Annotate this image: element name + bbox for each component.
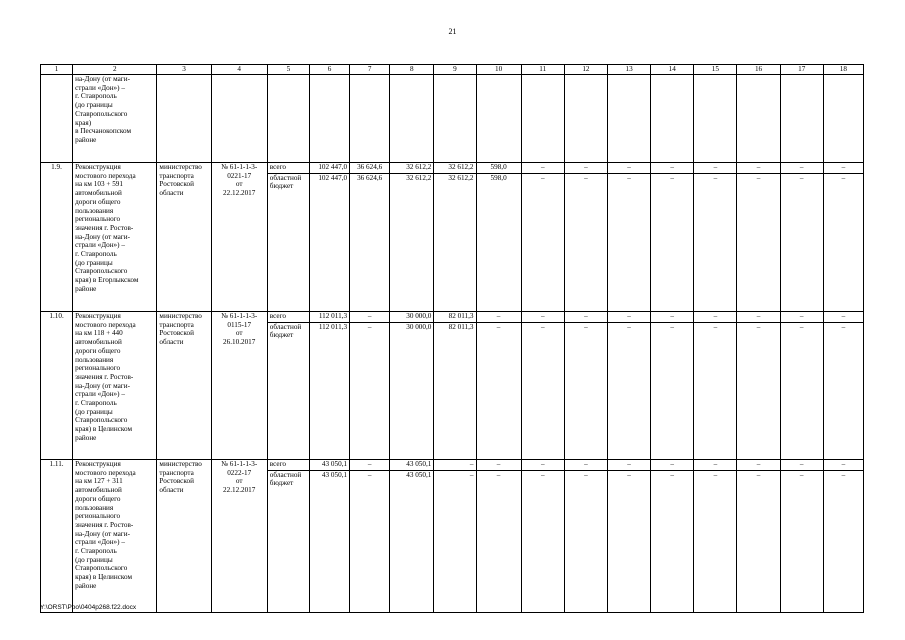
- executor: [157, 460, 211, 613]
- object-name-line: Реконструкция: [75, 163, 121, 171]
- object-name-line: регионального: [75, 364, 121, 373]
- page-number: 21: [448, 27, 457, 36]
- amount-empty-budget: –: [841, 173, 846, 182]
- executor: [157, 163, 211, 312]
- column-number-header: 14: [651, 65, 694, 75]
- object-name-line: пользования: [75, 206, 114, 215]
- amount-col6-total: 43 050,1: [310, 460, 349, 471]
- amount-empty-total: –: [522, 312, 564, 323]
- object-name-line: Реконструкция: [75, 312, 121, 320]
- amount-col10-total: 598,0: [477, 163, 521, 174]
- column-number-header: 2: [73, 65, 157, 75]
- amount-col9: [434, 163, 476, 312]
- column-number-header: 10: [476, 65, 521, 75]
- amount-empty: [521, 460, 564, 613]
- executor-line: Ростовской: [159, 477, 194, 486]
- amount-empty-total: –: [608, 312, 650, 323]
- object-name-line: пользования: [75, 355, 114, 364]
- object-name: [73, 312, 157, 460]
- amount-col8-budget: 30 000,0: [406, 322, 432, 331]
- amount-empty: [737, 312, 780, 460]
- amount-col10-total: –: [477, 460, 521, 471]
- file-path-footer: Y:\ORST\Ppo\0404p268.f22.docx: [40, 604, 137, 611]
- column-number-header: 8: [390, 65, 434, 75]
- amount-empty-total: –: [608, 460, 650, 471]
- project-document-line: № 61-1-1-3-: [221, 312, 258, 320]
- empty-cell: [157, 75, 211, 163]
- object-name: [73, 75, 157, 163]
- project-document-line: 26.10.2017: [223, 338, 256, 347]
- column-number-header: 12: [564, 65, 607, 75]
- empty-cell: [694, 75, 737, 163]
- amount-empty: [694, 312, 737, 460]
- object-name-line: на км 118 + 440: [75, 329, 123, 338]
- funding-source: [267, 163, 309, 312]
- object-name-line: на-Дону (от маги-: [75, 75, 130, 83]
- executor-line: Ростовской: [159, 329, 194, 338]
- amount-col9: [434, 312, 476, 460]
- object-name-line: пользования: [75, 503, 114, 512]
- amount-empty: [564, 460, 607, 613]
- amount-empty-budget: –: [584, 173, 588, 182]
- empty-cell: [434, 75, 476, 163]
- project-document-line: 0115-17: [227, 320, 252, 329]
- amount-col8: [390, 163, 434, 312]
- amount-col6-budget: 112 011,3: [318, 322, 348, 331]
- project-document-line: 22.12.2017: [223, 189, 256, 198]
- object-name-line: Ставропольского: [75, 564, 128, 573]
- amount-empty: [737, 163, 780, 312]
- object-name: [73, 163, 157, 312]
- empty-cell: [564, 75, 607, 163]
- empty-cell: [309, 75, 349, 163]
- amount-empty: [651, 460, 694, 613]
- executor-line: Ростовской: [159, 180, 194, 189]
- amount-empty: [780, 460, 823, 613]
- amount-empty-budget: –: [713, 322, 718, 331]
- column-number-header: 13: [607, 65, 650, 75]
- amount-empty-budget: –: [841, 322, 846, 331]
- column-number-header: 17: [780, 65, 823, 75]
- amount-col7-budget: –: [367, 470, 372, 479]
- investment-table: [40, 64, 864, 613]
- amount-empty-total: –: [781, 163, 823, 174]
- executor-line: транспорта: [159, 468, 194, 477]
- executor-line: транспорта: [159, 171, 194, 180]
- funding-source-budget: областной бюджет: [269, 173, 302, 191]
- object-name-line: районе: [75, 433, 97, 442]
- object-name-line: на км 127 + 311: [75, 477, 123, 486]
- project-document: [211, 460, 267, 613]
- amount-empty-budget: –: [799, 173, 804, 182]
- amount-col10-budget: 598,0: [490, 173, 507, 182]
- funding-source: [267, 460, 309, 613]
- amount-empty-budget: –: [540, 173, 545, 182]
- amount-col8-total: 43 050,1: [390, 460, 433, 471]
- amount-empty-budget: –: [841, 470, 846, 479]
- amount-empty-total: –: [824, 312, 863, 323]
- object-name-line: края) в Егорлыкском: [75, 276, 139, 285]
- amount-empty-budget: –: [756, 470, 761, 479]
- column-number-header: 18: [823, 65, 863, 75]
- object-name-line: страли «Дон») –: [75, 390, 125, 399]
- amount-empty: [651, 163, 694, 312]
- project-document: [211, 312, 267, 460]
- object-name-line: Ставропольского: [75, 416, 128, 425]
- amount-col6: [309, 460, 349, 613]
- amount-empty-budget: –: [799, 470, 804, 479]
- object-name-line: мостового перехода: [75, 320, 136, 329]
- amount-empty: [521, 312, 564, 460]
- amount-empty: [780, 163, 823, 312]
- amount-col10-budget: –: [496, 322, 501, 331]
- amount-col7: [350, 312, 390, 460]
- object-name: [73, 460, 157, 613]
- header-row: [41, 65, 864, 75]
- amount-empty: [780, 312, 823, 460]
- object-name-line: страли «Дон») –: [75, 538, 125, 547]
- object-name-line: (до границы: [75, 101, 113, 110]
- object-name-line: значения г. Ростов-: [75, 223, 134, 232]
- funding-source-total: всего: [268, 163, 309, 174]
- object-name-line: г. Ставрополь: [75, 92, 117, 101]
- empty-cell: [737, 75, 780, 163]
- amount-col8-total: 30 000,0: [390, 312, 433, 323]
- empty-cell: [267, 75, 309, 163]
- amount-empty: [564, 312, 607, 460]
- executor-line: области: [159, 189, 184, 198]
- object-name-line: (до границы: [75, 258, 113, 267]
- project-document-line: 0221-17: [227, 171, 252, 180]
- amount-col6: [309, 312, 349, 460]
- amount-col7-total: –: [350, 460, 389, 471]
- column-number-header: 7: [350, 65, 390, 75]
- amount-empty-total: –: [694, 312, 736, 323]
- amount-empty: [823, 312, 863, 460]
- amount-empty-total: –: [737, 460, 779, 471]
- amount-empty-budget: –: [756, 173, 761, 182]
- amount-empty-total: –: [824, 163, 863, 174]
- amount-col9: [434, 460, 476, 613]
- object-name-line: регионального: [75, 512, 121, 521]
- amount-empty-total: –: [565, 460, 607, 471]
- column-number-header: 6: [309, 65, 349, 75]
- amount-col8-total: 32 612,2: [390, 163, 433, 174]
- empty-cell: [390, 75, 434, 163]
- amount-col6: [309, 163, 349, 312]
- executor-line: министерство: [159, 312, 202, 320]
- amount-empty-total: –: [651, 460, 693, 471]
- object-name-line: на км 103 + 591: [75, 180, 123, 189]
- amount-empty-total: –: [608, 163, 650, 174]
- table-row: [41, 163, 864, 312]
- column-number-header: 3: [157, 65, 211, 75]
- row-number-cell: [41, 75, 73, 163]
- empty-cell: [521, 75, 564, 163]
- column-number-header: 16: [737, 65, 780, 75]
- amount-empty: [823, 460, 863, 613]
- empty-cell: [476, 75, 521, 163]
- object-name-line: мостового перехода: [75, 171, 136, 180]
- column-number-header: 15: [694, 65, 737, 75]
- amount-empty-total: –: [694, 163, 736, 174]
- object-name-line: на-Дону (от маги-: [75, 529, 130, 538]
- object-name-line: в Песчанокопском: [75, 127, 132, 136]
- executor-line: области: [159, 338, 184, 347]
- project-document-line: № 61-1-1-3-: [221, 460, 258, 468]
- amount-empty-budget: –: [627, 173, 631, 182]
- amount-col9-total: 32 612,2: [434, 163, 475, 174]
- column-number-header: 4: [211, 65, 267, 75]
- object-name-line: дороги общего: [75, 494, 121, 503]
- amount-empty-total: –: [824, 460, 863, 471]
- empty-cell: [780, 75, 823, 163]
- amount-empty: [607, 460, 650, 613]
- amount-empty: [694, 163, 737, 312]
- amount-empty: [651, 312, 694, 460]
- amount-col8-budget: 43 050,1: [406, 470, 432, 479]
- object-name-line: г. Ставрополь: [75, 250, 117, 259]
- funding-source-budget: областной бюджет: [269, 322, 302, 340]
- table-row: [41, 460, 864, 613]
- amount-empty: [521, 163, 564, 312]
- amount-empty-budget: –: [584, 470, 588, 479]
- funding-source-total: всего: [268, 460, 309, 471]
- amount-empty-budget: –: [584, 322, 588, 331]
- amount-empty-budget: –: [540, 470, 545, 479]
- object-name-line: районе: [75, 284, 97, 293]
- object-name-line: Ставропольского: [75, 109, 128, 118]
- amount-empty: [823, 163, 863, 312]
- amount-col7: [350, 163, 390, 312]
- amount-empty: [564, 163, 607, 312]
- amount-col7-total: 36 624,6: [350, 163, 389, 174]
- amount-empty-budget: –: [799, 322, 804, 331]
- amount-empty-budget: –: [670, 470, 675, 479]
- amount-col9-budget: –: [469, 470, 474, 479]
- empty-cell: [211, 75, 267, 163]
- amount-empty-total: –: [522, 460, 564, 471]
- funding-source-total: всего: [268, 312, 309, 323]
- object-name-line: (до границы: [75, 407, 113, 416]
- amount-empty-budget: –: [627, 470, 631, 479]
- amount-col7-budget: 36 624,6: [357, 173, 383, 182]
- amount-empty-budget: –: [713, 173, 718, 182]
- amount-empty: [694, 460, 737, 613]
- object-name-line: автомобильной: [75, 338, 122, 347]
- empty-cell: [651, 75, 694, 163]
- object-name-line: значения г. Ростов-: [75, 372, 134, 381]
- empty-cell: [607, 75, 650, 163]
- object-name-line: дороги общего: [75, 197, 121, 206]
- table-row: [41, 312, 864, 460]
- amount-col8: [390, 312, 434, 460]
- amount-col7-total: –: [350, 312, 389, 323]
- amount-col10: [476, 312, 521, 460]
- funding-source-budget: областной бюджет: [269, 470, 302, 488]
- row-number: 1.11.: [41, 460, 73, 613]
- object-name-line: районе: [75, 581, 97, 590]
- project-document: [211, 163, 267, 312]
- project-document-line: от: [235, 329, 243, 338]
- amount-empty-total: –: [694, 460, 736, 471]
- object-name-line: края): [75, 118, 92, 127]
- object-name-line: на-Дону (от маги-: [75, 381, 130, 390]
- amount-col10: [476, 460, 521, 613]
- amount-empty: [607, 312, 650, 460]
- object-name-line: (до границы: [75, 555, 113, 564]
- amount-empty-total: –: [781, 312, 823, 323]
- amount-col9-budget: 32 612,2: [448, 173, 474, 182]
- amount-col10-total: –: [477, 312, 521, 323]
- object-name-line: на-Дону (от маги-: [75, 232, 130, 241]
- continuation-row: [41, 75, 864, 163]
- funding-source: [267, 312, 309, 460]
- amount-col9-total: 82 011,3: [434, 312, 475, 323]
- amount-empty-budget: –: [540, 322, 545, 331]
- amount-empty-budget: –: [713, 470, 718, 479]
- amount-empty: [607, 163, 650, 312]
- amount-empty: [737, 460, 780, 613]
- empty-cell: [823, 75, 863, 163]
- empty-cell: [350, 75, 390, 163]
- amount-col10: [476, 163, 521, 312]
- object-name-line: автомобильной: [75, 189, 122, 198]
- amount-empty-total: –: [781, 460, 823, 471]
- executor-line: транспорта: [159, 320, 194, 329]
- amount-col7: [350, 460, 390, 613]
- project-document-line: от: [235, 477, 243, 486]
- amount-empty-budget: –: [670, 173, 675, 182]
- amount-empty-total: –: [651, 312, 693, 323]
- object-name-line: дороги общего: [75, 346, 121, 355]
- executor-line: министерство: [159, 163, 202, 171]
- amount-empty-budget: –: [670, 322, 675, 331]
- column-number-header: 9: [434, 65, 476, 75]
- amount-empty-total: –: [737, 312, 779, 323]
- executor: [157, 312, 211, 460]
- amount-col6-budget: 102 447,0: [318, 173, 348, 182]
- amount-empty-total: –: [651, 163, 693, 174]
- amount-col6-total: 112 011,3: [310, 312, 349, 323]
- amount-col8: [390, 460, 434, 613]
- amount-col9-total: –: [434, 460, 475, 471]
- column-number-header: 1: [41, 65, 73, 75]
- object-name-line: районе: [75, 135, 97, 144]
- executor-line: министерство: [159, 460, 202, 468]
- object-name-line: края) в Целинском: [75, 425, 133, 434]
- amount-empty-budget: –: [756, 322, 761, 331]
- object-name-line: г. Ставрополь: [75, 547, 117, 556]
- project-document-line: от: [235, 180, 243, 189]
- amount-col7-budget: –: [367, 322, 372, 331]
- amount-empty-budget: –: [627, 322, 631, 331]
- amount-empty-total: –: [522, 163, 564, 174]
- object-name-line: автомобильной: [75, 486, 122, 495]
- object-name-line: Реконструкция: [75, 460, 121, 468]
- amount-col10-budget: –: [496, 470, 501, 479]
- executor-line: области: [159, 486, 184, 495]
- object-name-line: значения г. Ростов-: [75, 520, 134, 529]
- amount-empty-total: –: [737, 163, 779, 174]
- amount-col9-budget: 82 011,3: [448, 322, 474, 331]
- project-document-line: 0222-17: [227, 468, 252, 477]
- project-document-line: № 61-1-1-3-: [221, 163, 258, 171]
- row-number: 1.9.: [41, 163, 73, 312]
- column-number-header: 5: [267, 65, 309, 75]
- object-name-line: Ставропольского: [75, 267, 128, 276]
- object-name-line: г. Ставрополь: [75, 399, 117, 408]
- object-name-line: страли «Дон») –: [75, 241, 125, 250]
- column-number-header: 11: [521, 65, 564, 75]
- row-number: 1.10.: [41, 312, 73, 460]
- object-name-line: края) в Целинском: [75, 573, 133, 582]
- amount-col6-budget: 43 050,1: [321, 470, 348, 479]
- project-document-line: 22.12.2017: [223, 486, 256, 495]
- amount-empty-total: –: [565, 163, 607, 174]
- amount-col6-total: 102 447,0: [310, 163, 349, 174]
- object-name-line: мостового перехода: [75, 468, 136, 477]
- amount-col8-budget: 32 612,2: [406, 173, 432, 182]
- object-name-line: страли «Дон») –: [75, 83, 125, 92]
- object-name-line: регионального: [75, 215, 121, 224]
- amount-empty-total: –: [565, 312, 607, 323]
